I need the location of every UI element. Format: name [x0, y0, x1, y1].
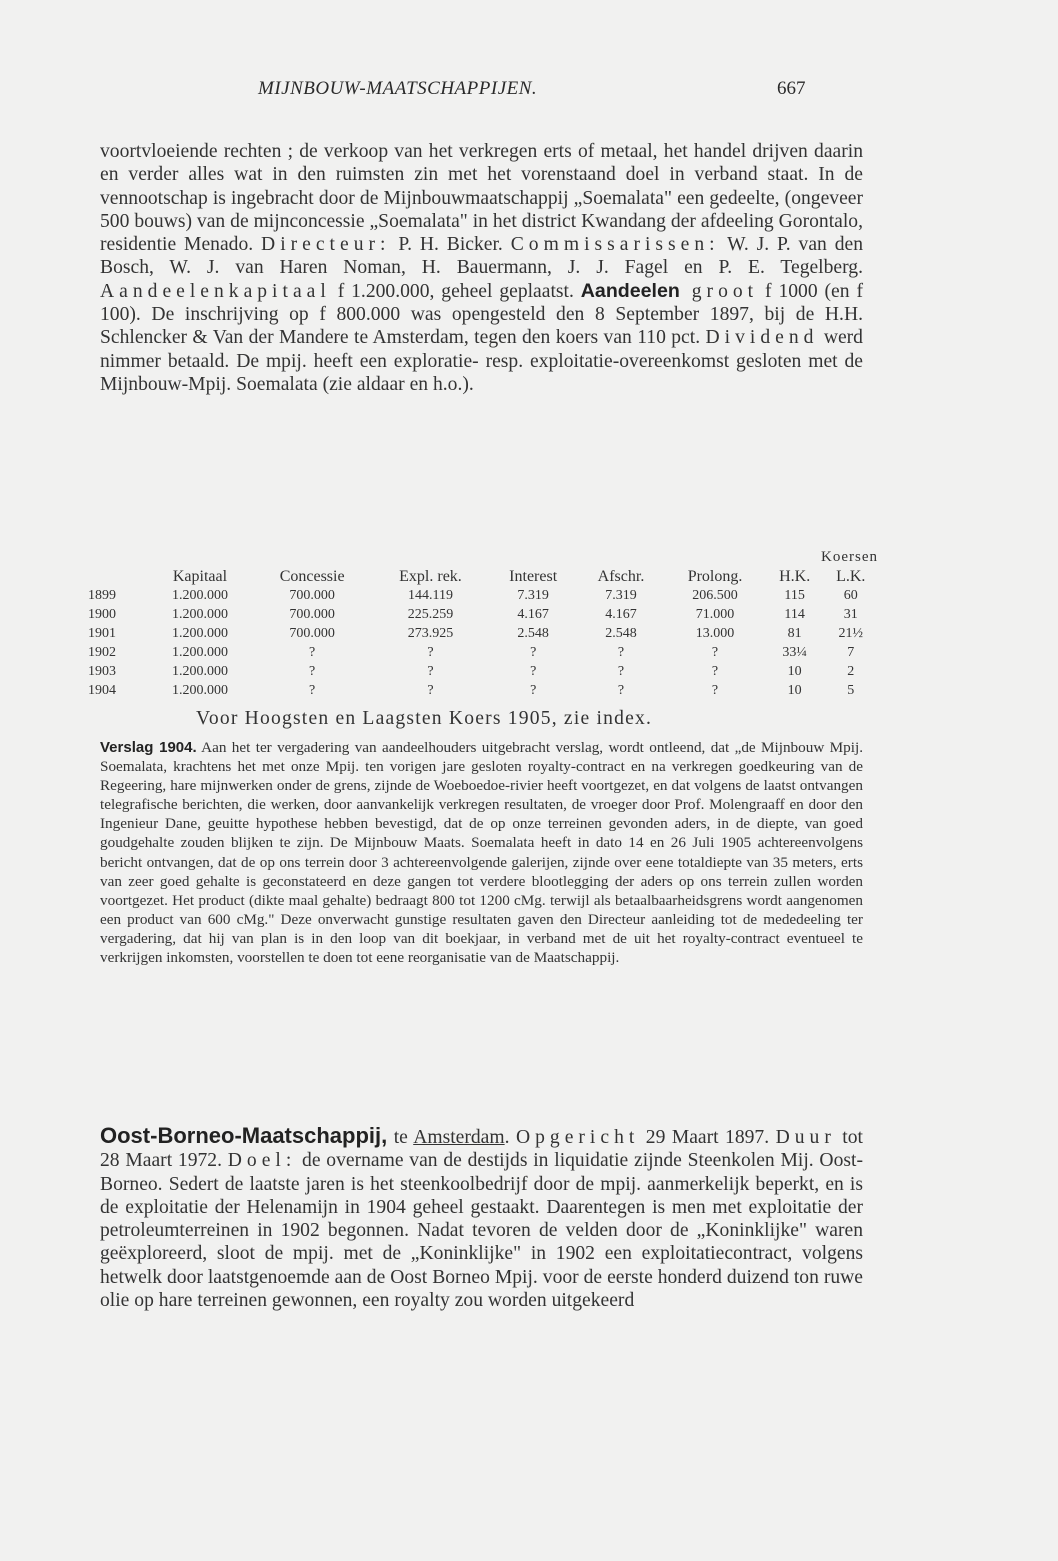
cell: 1.200.000 — [171, 682, 228, 698]
oost-borneo-entry — [100, 1124, 863, 1312]
dividend-value: werd nimmer betaald. De mpij. heeft een exploratie- resp. exploitatie-overeenkomst gesloten met de Mijnbouw-Mpij. Soemalata (zie aldaar en h.o.). — [100, 327, 863, 395]
column-header: L.K. — [836, 567, 866, 585]
table-row — [88, 643, 878, 662]
cell: 10 — [787, 682, 802, 698]
cell: 1903 — [88, 663, 116, 679]
cell: 1901 — [88, 625, 116, 641]
cell: 225.259 — [407, 606, 454, 622]
cell: 10 — [787, 663, 802, 679]
column-header: Expl. rek. — [399, 567, 462, 585]
directeur-label: Directeur: — [261, 234, 391, 256]
verslag-1904 — [100, 738, 863, 967]
table-note: Voor Hoogsten en Laagsten Koers 1905, zie index. — [196, 708, 653, 729]
cell: 1.200.000 — [171, 606, 228, 622]
table-row — [88, 662, 878, 681]
doel-label: Doel: — [227, 1150, 297, 1172]
table-row — [88, 605, 878, 624]
cell: 115 — [784, 587, 805, 603]
groot-label: groot — [679, 280, 759, 302]
cell: 1.200.000 — [171, 625, 228, 641]
kapitaal-label: Aandeelenkapitaal — [100, 280, 331, 302]
cell: ? — [617, 644, 625, 660]
cell: 144.119 — [408, 587, 453, 603]
cell: 1.200.000 — [171, 663, 228, 679]
cell: 71.000 — [695, 606, 735, 622]
cell: ? — [309, 663, 316, 679]
verslag-label: Verslag 1904. — [100, 739, 197, 756]
column-header: Afschr. — [597, 567, 645, 585]
aandeelen-value: f 1000 (en f 100). De inschrijving op f 800.000 was opengesteld den 8 September 1897, bij de H.H. Schlencker & Van der Mandere te Amsterdam, tegen den koers van 110 pct. — [100, 280, 863, 349]
table-row — [88, 586, 878, 605]
cell: 33¼ — [782, 644, 807, 660]
cell: 13.000 — [695, 625, 735, 641]
column-header — [88, 567, 148, 586]
cell: ? — [427, 663, 434, 679]
cell: ? — [427, 644, 434, 660]
table-row — [88, 624, 878, 643]
koersen-header: Koersen — [821, 549, 878, 565]
cell: 114 — [784, 606, 805, 622]
cell: ? — [711, 663, 719, 679]
cell: 700.000 — [289, 625, 335, 641]
cell: 1899 — [88, 587, 116, 603]
kapitaal-value: f 1.200.000, geheel geplaatst. — [330, 280, 581, 302]
cell: 7.319 — [605, 587, 637, 603]
location-prefix: te — [387, 1127, 414, 1148]
cell: 1902 — [88, 644, 116, 660]
cell: 2.548 — [517, 625, 549, 641]
after-location: . — [504, 1127, 516, 1148]
commissarissen-value: W. J. P. van den Bosch, W. J. van Haren Noman, H. Bauermann, J. J. Fagel en P. E. Tegelberg. — [100, 234, 863, 279]
commissarissen-label: Commissarissen: — [510, 234, 720, 256]
duur-label: Duur — [775, 1127, 836, 1148]
cell: 700.000 — [289, 587, 335, 603]
cell: 206.500 — [692, 587, 738, 603]
column-header: Interest — [509, 567, 558, 585]
cell: 2.548 — [605, 625, 637, 641]
cell: 1900 — [88, 606, 116, 622]
cell: ? — [530, 682, 537, 698]
running-head: MIJNBOUW-MAATSCHAPPIJEN. — [258, 78, 538, 99]
cell: 1.200.000 — [171, 587, 228, 603]
financial-table — [88, 548, 878, 700]
column-header: Concessie — [279, 567, 345, 585]
doel-value: de overname van de destijds in liquidatie zijnde Steenkolen Mij. Oost-Borneo. Sedert de laatste jaren is het steenkoolbedrijf door de mpij. aanmerkelijk beperkt, en is de exploitatie der Helenamijn in 1904 geheel gestaakt. Daarentegen is men met exploitatie der petroleumterreinen in 1902 begonnen. Nadat tevoren de velden door de „Koninklijke" waren geëxploreerd, sloot de mpij. met de „Koninklijke" in 1902 een exploitatiecontract, volgens hetwelk door laatstgenoemde aan de Oost Borneo Mpij. voor de eerste honderd duizend ton ruwe olie op hare terreinen gewonnen, een royalty zou worden uitgekeerd — [100, 1150, 863, 1312]
cell: ? — [530, 644, 537, 660]
cell: 1.200.000 — [171, 644, 228, 660]
cell: 7.319 — [517, 587, 549, 603]
cell: ? — [711, 644, 719, 660]
opgericht-value: 29 Maart 1897. — [639, 1127, 776, 1148]
soemalata-continuation — [100, 140, 863, 396]
cell: 5 — [847, 682, 855, 698]
table-row — [88, 681, 878, 700]
cell: ? — [617, 663, 625, 679]
paragraph-text: voortvloeiende rechten ; de verkoop van het verkregen erts of metaal, het handel drijven daarin en verder alles wat in den ruimsten zin met het vorenstaand doel in verband staat. In de vennootschap is ingebracht door de Mijnbouwmaatschappij „Soemalata" een gedeelte, (ongeveer 500 bouws) van de mijnconcessie „Soemalata" in het district Kwandang der afdeeling Gorontalo, residentie Menado. — [100, 141, 863, 256]
opgericht-label: Opgericht — [515, 1127, 640, 1148]
cell: 700.000 — [289, 606, 335, 622]
cell: 21½ — [838, 625, 863, 641]
cell: ? — [711, 682, 719, 698]
cell: ? — [617, 682, 625, 698]
aandeelen-label: Aandeelen — [580, 279, 680, 302]
cell: 1904 — [88, 682, 116, 698]
cell: 273.925 — [407, 625, 454, 641]
table-super-header — [88, 548, 878, 567]
column-header: Kapitaal — [172, 567, 228, 585]
cell: 81 — [787, 625, 802, 641]
company-title: Oost-Borneo-Maatschappij, — [100, 1123, 388, 1148]
cell: 31 — [843, 606, 858, 622]
page-number: 667 — [777, 78, 806, 99]
location: Amsterdam — [413, 1127, 505, 1148]
cell: ? — [309, 644, 316, 660]
table-header — [88, 567, 878, 586]
cell: 60 — [843, 587, 858, 603]
cell: 4.167 — [517, 606, 549, 622]
cell: ? — [530, 663, 537, 679]
directeur-value: P. H. Bicker. — [390, 234, 511, 256]
cell: ? — [427, 682, 434, 698]
dividend-label: Dividend — [705, 327, 819, 349]
duur-value: tot 28 Maart 1972. — [100, 1127, 863, 1172]
cell: ? — [309, 682, 316, 698]
verslag-text: Aan het ter vergadering van aandeelhouders uitgebracht verslag, wordt ontleend, dat „de Mijnbouw Mpij. Soemalata, krachtens het met onze Mpij. ten vorigen jare gesloten royalty-contract en na verkregen goedkeuring van de Regeering, hare mijnwerken onder de grens, zijnde de Woeboedoe-rivier heeft voortgezet, en dat volgens de laatst ontvangen telegrafische berichten, die werken, door aanvankelijk verkregen resultaten, de vroeger door Prof. Molengraaff en door den Ingenieur Dane, geuitte hypothese hebben bevestigd, dat de op onze terreinen gevonden aders, in de diepte, van goed goudgehalte zouden blijken te zijn. De Mijnbouw Maats. Soemalata heeft in dato 14 en 26 Juli 1905 achtereenvolgens bericht ontvangen, dat de op ons terrein door 3 achtereenvolgende galerijen, zijnde over eene totaldiepte van 35 meters, erts van zeer goed gehalte is geconstateerd en deze gangen tot verdere blootlegging der aders op ons terrein zullen worden voortgezet. Het product (dikte maal gehalte) bedraagt 800 tot 1200 cMg. terwijl als betaalbaarheidsgrens wordt aangenomen een product van 600 cMg." Deze onverwacht gunstige resultaten gaven den Directeur aanleiding tot de mededeeling ter vergadering, dat hij van plan is in den loop van dit boekjaar, in verband met de uit het royalty-contract eventueel te verkrijgen inkomsten, voorstellen te doen tot eene reorganisatie van de Maatschappij. — [100, 739, 863, 967]
column-header: H.K. — [779, 567, 811, 585]
column-header: Prolong. — [687, 567, 743, 585]
cell: 2 — [847, 663, 855, 679]
cell: 4.167 — [605, 606, 637, 622]
cell: 7 — [847, 644, 855, 660]
